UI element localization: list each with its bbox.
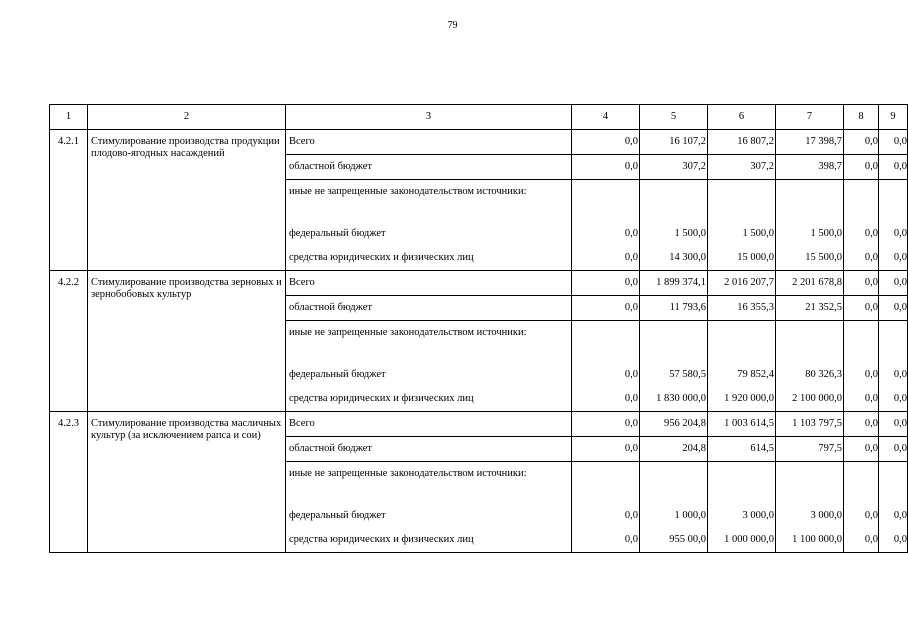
value-cell: 1 000,0 [640, 504, 708, 528]
value-cell [640, 462, 708, 505]
value-cell: 0,0 [572, 528, 640, 553]
funding-source-label: федеральный бюджет [286, 222, 572, 246]
header-cell: 9 [879, 105, 908, 130]
value-cell: 0,0 [572, 504, 640, 528]
funding-source-label: федеральный бюджет [286, 363, 572, 387]
table-row [50, 412, 908, 437]
header-row [50, 105, 908, 130]
header-cell: 5 [640, 105, 708, 130]
value-cell: 0,0 [844, 222, 879, 246]
measure-name: Стимулирование производства зерновых и зернобобовых культур [88, 271, 286, 412]
value-cell: 3 000,0 [708, 504, 776, 528]
value-cell: 0,0 [879, 437, 908, 462]
value-cell: 57 580,5 [640, 363, 708, 387]
value-cell: 1 100 000,0 [776, 528, 844, 553]
value-cell: 11 793,6 [640, 296, 708, 321]
value-cell [879, 321, 908, 364]
funding-source-label: Всего [286, 412, 572, 437]
budget-table [49, 104, 908, 553]
value-cell: 1 500,0 [776, 222, 844, 246]
value-cell: 1 899 374,1 [640, 271, 708, 296]
value-cell: 2 201 678,8 [776, 271, 844, 296]
value-cell: 307,2 [640, 155, 708, 180]
funding-source-label: областной бюджет [286, 155, 572, 180]
value-cell: 1 920 000,0 [708, 387, 776, 412]
value-cell: 1 103 797,5 [776, 412, 844, 437]
funding-source-label: Всего [286, 271, 572, 296]
value-cell: 80 326,3 [776, 363, 844, 387]
measure-name: Стимулирование производства масличных культур (за исключением рапса и сои) [88, 412, 286, 553]
value-cell [572, 462, 640, 505]
value-cell [708, 180, 776, 223]
page-number: 79 [447, 20, 458, 31]
value-cell: 1 000 000,0 [708, 528, 776, 553]
value-cell [776, 180, 844, 223]
value-cell: 0,0 [572, 246, 640, 271]
value-cell: 16 355,3 [708, 296, 776, 321]
funding-source-label: федеральный бюджет [286, 504, 572, 528]
funding-source-label: средства юридических и физических лиц [286, 387, 572, 412]
funding-source-label: средства юридических и физических лиц [286, 528, 572, 553]
value-cell: 15 000,0 [708, 246, 776, 271]
value-cell: 614,5 [708, 437, 776, 462]
value-cell: 0,0 [879, 222, 908, 246]
header-cell: 1 [50, 105, 88, 130]
value-cell: 0,0 [844, 246, 879, 271]
value-cell: 79 852,4 [708, 363, 776, 387]
value-cell: 0,0 [572, 412, 640, 437]
value-cell: 1 830 000,0 [640, 387, 708, 412]
funding-source-label: средства юридических и физических лиц [286, 246, 572, 271]
value-cell [844, 180, 879, 223]
value-cell: 0,0 [572, 222, 640, 246]
value-cell: 0,0 [844, 528, 879, 553]
value-cell [640, 180, 708, 223]
value-cell [844, 321, 879, 364]
value-cell: 307,2 [708, 155, 776, 180]
value-cell: 0,0 [879, 387, 908, 412]
value-cell: 1 003 614,5 [708, 412, 776, 437]
value-cell: 797,5 [776, 437, 844, 462]
value-cell [776, 462, 844, 505]
value-cell [572, 321, 640, 364]
value-cell: 0,0 [879, 155, 908, 180]
value-cell: 204,8 [640, 437, 708, 462]
value-cell: 16 807,2 [708, 130, 776, 155]
funding-source-label: иные не запрещенные законодательством источники: [286, 462, 572, 505]
value-cell: 0,0 [879, 246, 908, 271]
value-cell: 0,0 [844, 504, 879, 528]
value-cell [879, 462, 908, 505]
value-cell: 0,0 [844, 155, 879, 180]
table-row [50, 271, 908, 296]
value-cell: 955 00,0 [640, 528, 708, 553]
value-cell: 0,0 [572, 296, 640, 321]
value-cell: 0,0 [844, 412, 879, 437]
funding-source-label: иные не запрещенные законодательством источники: [286, 321, 572, 364]
header-cell: 3 [286, 105, 572, 130]
value-cell: 0,0 [879, 412, 908, 437]
value-cell [776, 321, 844, 364]
value-cell: 0,0 [572, 437, 640, 462]
value-cell: 0,0 [879, 271, 908, 296]
value-cell: 956 204,8 [640, 412, 708, 437]
value-cell: 17 398,7 [776, 130, 844, 155]
value-cell [708, 462, 776, 505]
value-cell: 21 352,5 [776, 296, 844, 321]
value-cell: 0,0 [879, 296, 908, 321]
value-cell: 0,0 [844, 363, 879, 387]
value-cell: 16 107,2 [640, 130, 708, 155]
value-cell [844, 462, 879, 505]
value-cell: 1 500,0 [708, 222, 776, 246]
measure-name: Стимулирование производства продукции плодово-ягодных насаждений [88, 130, 286, 271]
header-cell: 6 [708, 105, 776, 130]
value-cell: 1 500,0 [640, 222, 708, 246]
value-cell: 0,0 [844, 437, 879, 462]
header-cell: 7 [776, 105, 844, 130]
value-cell: 0,0 [844, 387, 879, 412]
row-code: 4.2.2 [50, 271, 88, 412]
value-cell [640, 321, 708, 364]
value-cell: 0,0 [572, 363, 640, 387]
value-cell: 0,0 [879, 130, 908, 155]
value-cell: 0,0 [844, 130, 879, 155]
value-cell: 0,0 [572, 155, 640, 180]
value-cell: 0,0 [844, 271, 879, 296]
row-code: 4.2.1 [50, 130, 88, 271]
value-cell [879, 180, 908, 223]
funding-source-label: Всего [286, 130, 572, 155]
funding-source-label: иные не запрещенные законодательством источники: [286, 180, 572, 223]
value-cell [708, 321, 776, 364]
value-cell: 0,0 [879, 528, 908, 553]
header-cell: 8 [844, 105, 879, 130]
value-cell: 15 500,0 [776, 246, 844, 271]
row-code: 4.2.3 [50, 412, 88, 553]
value-cell: 0,0 [844, 296, 879, 321]
value-cell: 0,0 [572, 271, 640, 296]
value-cell: 0,0 [572, 387, 640, 412]
table-body [50, 105, 908, 553]
value-cell: 3 000,0 [776, 504, 844, 528]
value-cell: 14 300,0 [640, 246, 708, 271]
header-cell: 4 [572, 105, 640, 130]
value-cell: 0,0 [879, 363, 908, 387]
header-cell: 2 [88, 105, 286, 130]
value-cell: 0,0 [572, 130, 640, 155]
value-cell [572, 180, 640, 223]
table-row [50, 130, 908, 155]
value-cell: 2 016 207,7 [708, 271, 776, 296]
funding-source-label: областной бюджет [286, 437, 572, 462]
funding-source-label: областной бюджет [286, 296, 572, 321]
value-cell: 0,0 [879, 504, 908, 528]
value-cell: 398,7 [776, 155, 844, 180]
value-cell: 2 100 000,0 [776, 387, 844, 412]
